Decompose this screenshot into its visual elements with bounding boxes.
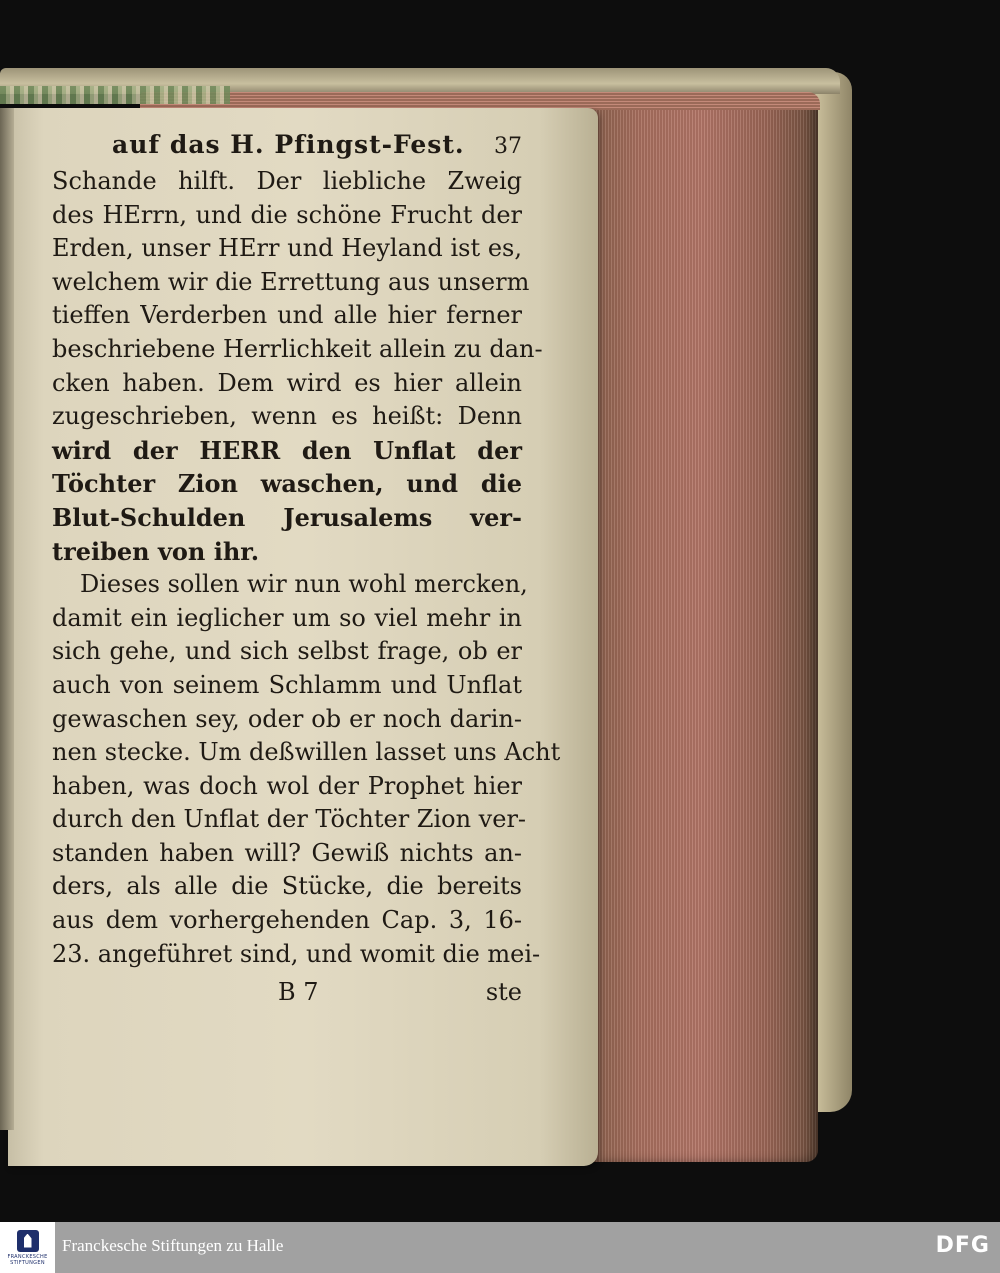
catchword: ste	[485, 978, 522, 1007]
text-line: haben, was doch wol der Prophet hier	[52, 771, 522, 800]
page-number: 37	[494, 134, 522, 159]
text-line: Dieses sollen wir nun wohl mercken,	[80, 570, 528, 599]
text-line: Erden, unser HErr und Heyland ist es,	[52, 234, 522, 263]
text-line: tieffen Verderben und alle hier ferner	[52, 301, 522, 330]
text-line: welchem wir die Errettung aus unserm	[52, 267, 530, 296]
page-header	[52, 130, 522, 159]
logo-text: FRANCKESCHE STIFTUNGEN	[7, 1253, 48, 1266]
building-icon	[17, 1230, 39, 1252]
text-line: standen haben will? Gewiß nichts an-	[52, 838, 522, 867]
headband	[0, 86, 230, 104]
signature-mark: B 7	[278, 978, 319, 1007]
text-line: gewaschen sey, oder ob er noch darin-	[52, 704, 522, 733]
text-block	[52, 165, 561, 971]
text-line: cken haben. Dem wird es hier allein	[52, 368, 522, 397]
text-line: Schande hilft. Der liebliche Zweig	[52, 167, 522, 195]
text-line: auch von seinem Schlamm und Unflat	[52, 670, 522, 699]
text-line: durch den Unflat der Töchter Zion ver-	[52, 805, 527, 834]
text-line: nen stecke. Um deßwillen lasset uns Acht	[52, 738, 561, 767]
text-line: sich gehe, und sich selbst frage, ob er	[52, 637, 522, 666]
text-line: des HErrn, und die schöne Frucht der	[52, 200, 522, 229]
text-line: aus dem vorhergehenden Cap. 3, 16-	[52, 906, 522, 935]
page-text	[52, 130, 561, 1009]
text-line: zugeschrieben, wenn es heißt: Denn	[52, 402, 522, 431]
institution-logo[interactable]	[0, 1222, 55, 1273]
dfg-logo[interactable]: DFG	[935, 1233, 990, 1258]
page-footer	[52, 975, 522, 1009]
text-line: treiben von ihr.	[52, 536, 260, 566]
footer-bar	[0, 1222, 1000, 1273]
running-head: auf das H. Pfingst-Fest.	[112, 130, 465, 159]
institution-name[interactable]: Franckesche Stiftungen zu Halle	[62, 1236, 284, 1255]
text-line: damit ein ieglicher um so viel mehr in	[52, 603, 522, 632]
text-line: ders, als alle die Stücke, die bereits	[52, 872, 522, 901]
page-gutter	[0, 108, 14, 1130]
text-line: wird der HERR den Unflat der	[52, 435, 522, 465]
page-edges	[560, 92, 818, 1162]
text-line: beschriebene Herrlichkeit allein zu dan-	[52, 334, 543, 363]
text-line: Blut-Schulden Jerusalems ver-	[52, 502, 522, 532]
text-line: 23. angeführet sind, und womit die mei-	[52, 939, 541, 968]
text-line: Töchter Zion waschen, und die	[52, 469, 522, 499]
